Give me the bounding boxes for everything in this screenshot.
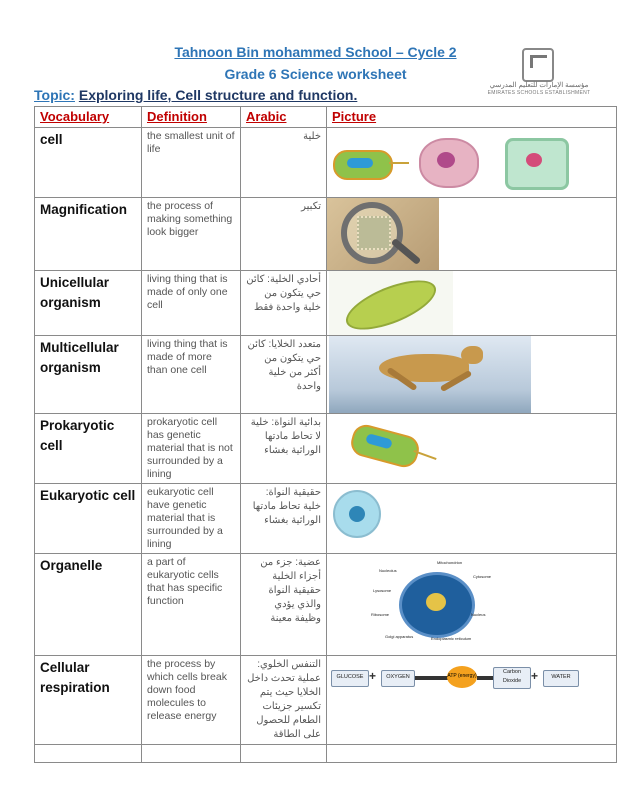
label-golgi: Golgi apparatus (385, 634, 414, 639)
label-nucleus: Nucleus (471, 612, 486, 617)
topic-text: Exploring life, Cell structure and function. (78, 87, 358, 103)
water-box: WATER (543, 670, 579, 687)
vocab-term: cell (35, 128, 142, 198)
eukaryote-image (333, 490, 381, 538)
oxygen-box: OXYGEN (381, 670, 415, 687)
vocab-definition: the smallest unit of life (142, 128, 241, 198)
header-vocabulary: Vocabulary (35, 107, 142, 128)
table-row (35, 484, 617, 554)
vocab-arabic: تكبير (241, 198, 327, 271)
organelle-cell-image (399, 572, 475, 638)
vocab-definition: eukaryotic cell have genetic material that is surrounded by a lining (142, 484, 241, 554)
vocab-definition: living thing that is made of more than one cell (142, 336, 241, 414)
picture-cell-types (327, 128, 617, 198)
vocab-term: Multicellular organism (35, 336, 142, 414)
vocab-term: Prokaryotic cell (35, 414, 142, 484)
magnifying-glass-icon (341, 202, 403, 264)
picture-prokaryotic (327, 414, 617, 484)
picture-organelle (327, 554, 617, 656)
nucleus-icon (426, 593, 446, 611)
label-ribosome: Ribosome (371, 612, 390, 617)
paramecium-photo (329, 271, 453, 335)
plus-sign: + (369, 669, 377, 683)
cheetah-head-icon (461, 346, 483, 364)
plus-sign: + (531, 669, 539, 683)
topic-label: Topic: (34, 87, 75, 103)
vocab-definition: the process of making something look bigger (142, 198, 241, 271)
header-picture: Picture (327, 107, 617, 128)
glucose-box: GLUCOSE (331, 670, 369, 687)
table-row (35, 745, 617, 763)
arrow-icon (415, 676, 451, 680)
label-nucleolus: Nucleolus (379, 568, 397, 573)
cheetah-photo (329, 336, 531, 413)
label-mitochondrion: Mitochondrion (437, 560, 463, 565)
vocab-definition: living thing that is made of only one cell (142, 271, 241, 336)
worksheet-title: Grade 6 Science worksheet (224, 66, 407, 82)
logo-mark-icon (522, 48, 554, 82)
vocab-arabic: أحادي الخلية: كائن حي يتكون من خلية واحدة فقط (241, 271, 327, 336)
table-header-row (35, 107, 617, 128)
topic-line (34, 87, 357, 103)
flagellum-icon (389, 162, 409, 164)
table-row (35, 656, 617, 745)
vocab-arabic: عضية: جزء من أجزاء الخلية حقيقية النواة والذي يؤدي وظيفة معينة (241, 554, 327, 656)
table-row (35, 336, 617, 414)
vocab-definition: prokaryotic cell has genetic material that is not surrounded by a lining (142, 414, 241, 484)
logo-english-text: EMIRATES SCHOOLS ESTABLISHMENT (487, 90, 591, 96)
picture-respiration (327, 656, 617, 745)
header-definition: Definition (142, 107, 241, 128)
vocab-term: Magnification (35, 198, 142, 271)
vocab-term: Unicellular organism (35, 271, 142, 336)
arrow-icon (477, 676, 493, 680)
picture-multicellular (327, 336, 617, 414)
vocab-definition: a part of eukaryotic cells that has specific function (142, 554, 241, 656)
table-row (35, 271, 617, 336)
vocab-term (35, 745, 142, 763)
magnifier-photo (327, 198, 439, 270)
table-row (35, 414, 617, 484)
label-er: Endoplasmic reticulum (431, 636, 472, 641)
vocab-definition: the process by which cells break down food molecules to release energy (142, 656, 241, 745)
vocabulary-table (34, 106, 617, 763)
plant-cell-image (505, 138, 569, 190)
co2-box: Carbon Dioxide (493, 667, 531, 689)
picture-magnification (327, 198, 617, 271)
nucleus-icon (349, 506, 365, 522)
table-row (35, 198, 617, 271)
logo-arabic-text: مؤسسة الإمارات للتعليم المدرسي (489, 82, 589, 89)
animal-cell-image (419, 138, 479, 188)
label-cytosome: Cytosome (473, 574, 492, 579)
prokaryote-image (348, 422, 422, 471)
vocab-arabic: متعدد الخلايا: كائن حي يتكون من أكثر من خلية واحدة (241, 336, 327, 414)
label-lysosome: Lysosome (373, 588, 392, 593)
vocab-arabic (241, 745, 327, 763)
picture-unicellular (327, 271, 617, 336)
vocab-term: Eukaryotic cell (35, 484, 142, 554)
school-name: Tahnoon Bin mohammed School – Cycle 2 (174, 44, 457, 60)
paramecium-icon (340, 271, 442, 336)
vocab-arabic: التنفس الخلوي: عملية تحدث داخل الخلايا حيث يتم تكسير جزيئات الطعام للحصول على الطاقة (241, 656, 327, 745)
vocab-definition (142, 745, 241, 763)
vocab-arabic: بدائية النواة: خلية لا تحاط مادتها الوراثية بغشاء (241, 414, 327, 484)
atp-icon: ATP (energy) (447, 666, 477, 688)
vocab-arabic: خلية (241, 128, 327, 198)
picture-eukaryotic (327, 484, 617, 554)
ese-logo (484, 48, 594, 98)
vocab-arabic: حقيقية النواة: خلية تحاط مادتها الوراثية بغشاء (241, 484, 327, 554)
table-row (35, 128, 617, 198)
vocab-term: Organelle (35, 554, 142, 656)
bacteria-image (333, 150, 393, 180)
picture-empty (327, 745, 617, 763)
table-row (35, 554, 617, 656)
vocab-term: Cellular respiration (35, 656, 142, 745)
header-arabic: Arabic (241, 107, 327, 128)
